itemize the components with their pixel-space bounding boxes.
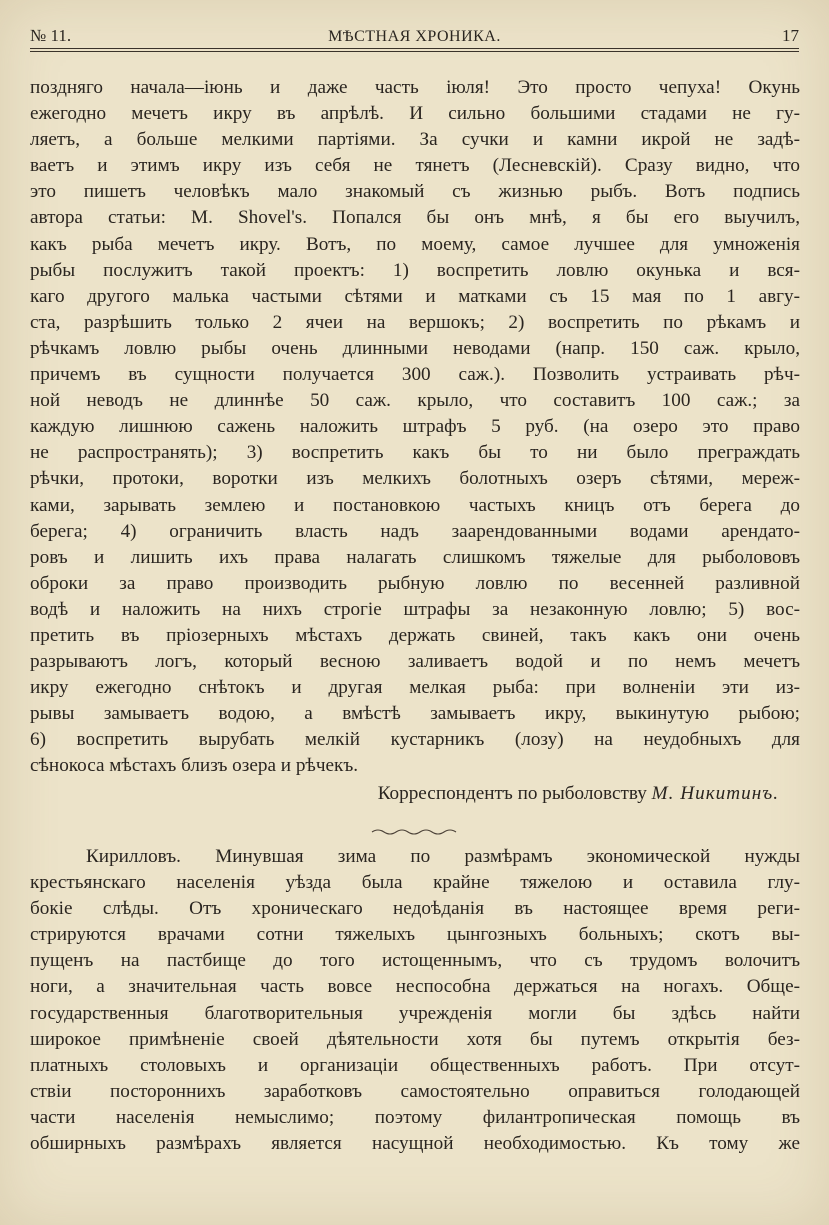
text-line: пущенъ на пастбище до того истощеннымъ, что съ трудомъ волочитъ [30, 950, 800, 972]
header-rule [30, 48, 799, 49]
section-divider-flourish [370, 826, 460, 836]
correspondent-signature [30, 783, 779, 805]
text-line: Кирилловъ. Минувшая зима по размѣрамъ экономической нужды [86, 846, 800, 867]
text-line: ной неводъ не длиннѣе 50 саж. крыло, что составитъ 100 саж.; за [30, 390, 800, 412]
text-line: берега; 4) ограничить власть надъ заарендованными водами арендато- [30, 520, 800, 542]
text-line: разрываютъ логъ, который весною заливаетъ водой и по немъ мечетъ [30, 651, 800, 673]
text-line: бокіе слѣды. Отъ хроническаго недоѣданія въ настоящее время реги- [30, 898, 800, 920]
text-line: сѣнокоса мѣстахъ близъ озера и рѣчекъ. [30, 755, 359, 777]
text-line: обширныхъ размѣрахъ является насущной необходимостью. Къ тому же [30, 1133, 800, 1155]
article-body-fishing [30, 75, 800, 780]
text-line: каго другого малька частыми сѣтями и матками съ 15 мая по 1 авгу- [30, 285, 800, 307]
text-line: ками, зарывать землею и постановкою частыхъ кницъ отъ берега до [30, 494, 800, 516]
text-line: рыбы послужитъ такой проектъ: 1) воспретить ловлю окунька и вся- [30, 259, 800, 281]
text-line: ляетъ, а больше мелкими партіями. За сучки и камни икрой не задѣ- [30, 129, 800, 151]
text-line: крестьянскаго населенія уѣзда была крайне тяжелою и оставила глу- [30, 872, 800, 894]
text-line: части населенія немыслимо; поэтому филантропическая помощь въ [30, 1106, 800, 1128]
section-title: МѢСТНАЯ ХРОНИКА. [328, 28, 501, 45]
header-rule-thin [30, 51, 799, 52]
text-line: какъ рыба мечетъ икру. Вотъ, по моему, самое лучшее для умноженія [30, 233, 800, 255]
text-line: автора статьи: M. Shovel's. Попался бы онъ мнѣ, я бы его выучилъ, [30, 207, 800, 229]
text-line: поздняго начала—іюнь и даже часть іюля! Это просто чепуха! Окунь [30, 77, 800, 98]
text-line: ноги, а значительная часть вовсе неспособна держаться на ногахъ. Обще- [30, 976, 800, 998]
page-header [30, 18, 799, 46]
text-line: ежегодно мечетъ икру въ апрѣлѣ. И сильно большими стадами не гу- [30, 103, 800, 125]
page-number: 17 [782, 26, 799, 45]
text-line: рывы замываетъ водою, а вмѣстѣ замываетъ икру, выкинутую рыбою; [30, 703, 800, 725]
text-line: ровъ и лишить ихъ права налагать слишкомъ тяжелые для рыболововъ [30, 546, 800, 568]
text-line: широкое примѣненіе своей дѣятельности хотя бы путемъ открытія без- [30, 1028, 800, 1050]
text-line: ствіи постороннихъ заработковъ самостоятельно оправиться голодающей [30, 1080, 800, 1102]
text-line: стрируются врачами сотни тяжелыхъ цынгозныхъ больныхъ; скотъ вы- [30, 924, 800, 946]
text-line: причемъ въ сущности получается 300 саж.). Позволить устраивать рѣч- [30, 364, 800, 386]
text-line: оброки за право производить рыбную ловлю по весенней разливной [30, 572, 800, 594]
text-line: это пишетъ человѣкъ мало знакомый съ жизнью рыбъ. Вотъ подпись [30, 181, 800, 203]
issue-number: № 11. [30, 26, 72, 45]
text-line: ста, разрѣшить только 2 ячеи на вершокъ; 2) воспретить по рѣкамъ и [30, 311, 800, 333]
signature-prefix: Корреспондентъ по рыболовству [377, 783, 647, 804]
text-line: претить въ пріозерныхъ мѣстахъ держать свиней, такъ какъ они очень [30, 624, 800, 646]
text-line: платныхъ столовыхъ и организаціи общественныхъ работъ. При отсут- [30, 1054, 800, 1076]
text-line: рѣчки, протоки, воротки изъ мелкихъ болотныхъ озеръ сѣтями, мереж- [30, 468, 800, 490]
text-line: водѣ и наложить на нихъ строгіе штрафы за незаконную ловлю; 5) вос- [30, 598, 800, 620]
article-body-kirillov [30, 844, 800, 1157]
text-line: не распространять); 3) воспретить какъ бы то ни было преграждать [30, 442, 800, 464]
text-line: 6) воспретить вырубать мелкій кустарникъ (лозу) на неудобныхъ для [30, 729, 800, 751]
text-line: каждую лишнюю сажень наложить штрафъ 5 руб. (на озеро это право [30, 416, 800, 438]
signature-name: М. Никитинъ. [651, 783, 779, 804]
text-line: рѣчкамъ ловлю рыбы очень длинными неводами (напр. 150 саж. крыло, [30, 337, 800, 359]
text-line: икру ежегодно снѣтокъ и другая мелкая рыба: при волненіи эти из- [30, 677, 800, 699]
text-line: государственныя благотворительныя учрежденія могли бы здѣсь найти [30, 1002, 800, 1024]
text-line: ваетъ и этимъ икру изъ себя не тянетъ (Лесневскій). Сразу видно, что [30, 155, 800, 177]
